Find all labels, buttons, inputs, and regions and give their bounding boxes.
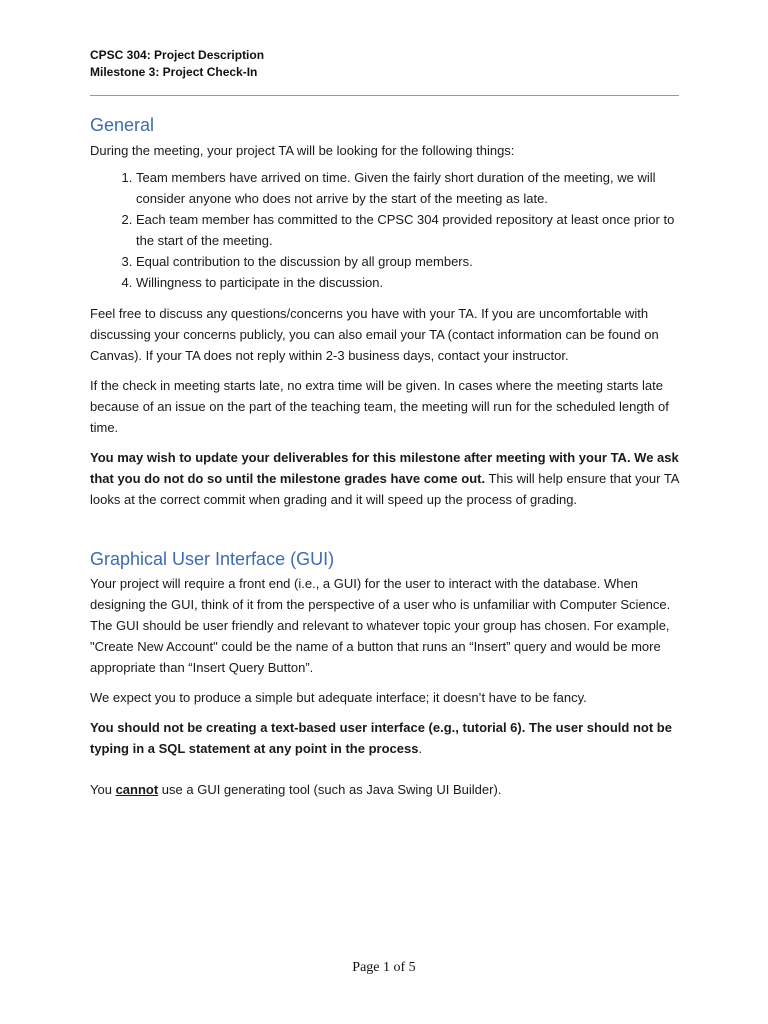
checklist-item: 4. Willingness to participate in the discussion. bbox=[136, 272, 682, 293]
deliverables-text: This will help ensure that your TA looks at the correct commit when grading and it will speed up the process of grading. bbox=[90, 471, 679, 507]
checklist-item: 2. Each team member has committed to the CPSC 304 provided repository at least once prior to the start of the meeting. bbox=[136, 209, 682, 251]
general-intro: During the meeting, your project TA will be looking for the following things: bbox=[90, 143, 515, 158]
gui-paragraph-simple: We expect you to produce a simple but adequate interface; it doesn’t have to be fancy. bbox=[90, 690, 587, 705]
no-generator-text-start: You bbox=[90, 782, 116, 797]
cannot-underlined-text: cannot bbox=[115, 782, 159, 797]
general-paragraph-concerns: Feel free to discuss any questions/concerns you have with your TA. If you are uncomfortable with discussing your concerns publicly, you can also email your TA (contact information can be found on Canvas). If your TA does not reply within 2-3 business days, contact your instructor. bbox=[90, 306, 659, 363]
no-text-ui-period: . bbox=[418, 741, 423, 756]
general-paragraph-late: If the check in meeting starts late, no extra time will be given. In cases where the meeting starts late because of an issue on the part of the teaching team, the meeting will run for the scheduled length of time. bbox=[90, 378, 669, 435]
document-body bbox=[90, 112, 682, 800]
no-generator-text-end: use a GUI generating tool (such as Java Swing UI Builder). bbox=[158, 782, 502, 797]
header-divider bbox=[90, 95, 679, 96]
header-milestone-line: Milestone 3: Project Check-In bbox=[90, 65, 258, 79]
page-number: Page 1 of 5 bbox=[352, 960, 416, 975]
gui-paragraph-no-generator bbox=[90, 779, 682, 800]
section-heading-general: General bbox=[90, 115, 155, 135]
checklist bbox=[90, 167, 682, 293]
no-text-ui-bold-text: You should not be creating a text-based user interface (e.g., tutorial 6). The user should not be typing in a SQL statement at any point in the process bbox=[90, 720, 672, 756]
checklist-item: 3. Equal contribution to the discussion by all group members. bbox=[136, 251, 682, 272]
section-heading-gui: Graphical User Interface (GUI) bbox=[90, 549, 335, 569]
checklist-item: 1. Team members have arrived on time. Given the fairly short duration of the meeting, we will consider anyone who does not arrive by the start of the meeting as late. bbox=[136, 167, 682, 209]
gui-paragraph-frontend: Your project will require a front end (i.e., a GUI) for the user to interact with the database. When designing the GUI, think of it from the perspective of a user who is unfamiliar with Computer Science. The GUI should be user friendly and relevant to whatever topic your group has chosen. For example, "Create New Account" could be the name of a button that runs an “Insert” query and would be more appropriate than “Insert Query Button”. bbox=[90, 576, 671, 675]
general-paragraph-deliverables bbox=[90, 447, 682, 510]
header-course-line: CPSC 304: Project Description bbox=[90, 48, 265, 62]
deliverables-bold-text: You may wish to update your deliverables for this milestone after meeting with your TA. We ask that you do not do so until the milestone grades have come out. bbox=[90, 450, 679, 486]
page-header bbox=[90, 47, 264, 81]
gui-paragraph-no-text-ui bbox=[90, 717, 682, 759]
